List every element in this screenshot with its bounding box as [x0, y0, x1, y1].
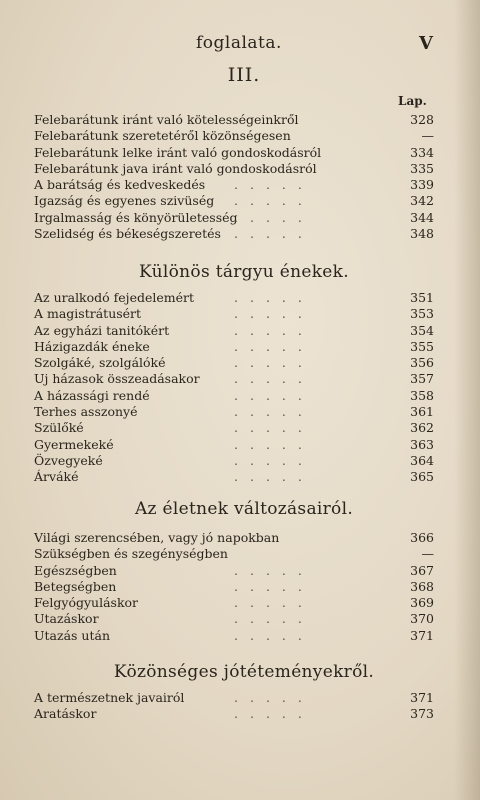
toc-entry-title: A magistrátusért — [34, 306, 142, 322]
toc-entry-title: Szelidség és békeségszeretés — [34, 226, 221, 242]
toc-entry-title: Betegségben — [34, 578, 117, 594]
toc-entry — [34, 323, 434, 339]
leader-dots: ..... — [234, 611, 314, 627]
toc-entry-title: Az uralkodó fejedelemért — [34, 290, 195, 305]
running-title: foglalata. — [196, 33, 282, 53]
toc-entry-page: 335 — [410, 160, 434, 176]
toc-entry-page: 361 — [410, 404, 434, 420]
toc-entry — [34, 706, 434, 722]
running-header — [0, 33, 480, 59]
toc-entry — [34, 112, 434, 128]
leader-dots: ..... — [234, 452, 314, 468]
toc-entry — [34, 177, 434, 193]
toc-entry-title: A természetnek javairól — [34, 690, 185, 705]
leader-dots: ..... — [234, 177, 314, 193]
toc-entry-title: Aratáskor — [34, 706, 97, 722]
toc-entry-page: 342 — [410, 193, 434, 209]
toc-entry-page: 371 — [410, 690, 434, 705]
toc-entry-title: Terhes asszonyé — [34, 404, 138, 420]
leader-dots: ..... — [234, 690, 314, 705]
toc-entry — [34, 339, 434, 355]
toc-entry-page: 351 — [410, 290, 434, 305]
toc-entry — [34, 193, 434, 209]
toc-entry-page: 328 — [410, 112, 434, 127]
toc-entry — [34, 388, 434, 404]
toc-entry-page: 334 — [410, 144, 434, 160]
toc-entry-page: 339 — [410, 177, 434, 193]
toc-entry-page: 365 — [410, 469, 434, 485]
toc-entry-page: 354 — [410, 322, 434, 338]
toc-entry — [34, 210, 434, 226]
toc-entry-page: 353 — [410, 306, 434, 322]
toc-entry-title: Házigazdák éneke — [34, 338, 150, 354]
toc-entry-page: 368 — [410, 578, 434, 594]
toc-entry-title: Az egyházi tanitókért — [34, 322, 170, 338]
leader-dots: ..... — [234, 562, 314, 578]
toc-entry-title: Irgalmasság és könyörületesség — [34, 209, 238, 225]
toc-entry-page: 358 — [410, 387, 434, 403]
toc-entry — [34, 128, 434, 144]
toc-entry-title: Utazáskor — [34, 611, 99, 627]
toc-entry-title: Utazás után — [34, 627, 111, 643]
toc-section-3 — [34, 690, 434, 723]
page-column-label: Lap. — [398, 94, 427, 108]
section-heading: Az életnek változásairól. — [134, 499, 354, 519]
toc-entry — [34, 306, 434, 322]
toc-entry-page: 363 — [410, 436, 434, 452]
toc-entry-title: Felebarátunk java iránt való gondoskodásról — [34, 160, 317, 176]
toc-entry-title: A házassági rendé — [34, 387, 150, 403]
toc-entry-page: 366 — [410, 530, 434, 545]
leader-dots: ..... — [234, 371, 314, 387]
toc-entry-title: Szolgáké, szolgálóké — [34, 355, 166, 371]
leader-dots: ..... — [234, 595, 314, 611]
toc-entry-title: Felebarátunk szeretetéről közönségesen — [34, 128, 291, 144]
toc-entry — [34, 420, 434, 436]
toc-entry — [34, 161, 434, 177]
toc-entry — [34, 469, 434, 485]
toc-entry-page: 371 — [410, 627, 434, 643]
toc-entry — [34, 404, 434, 420]
toc-entry — [34, 530, 434, 546]
section-heading: Különös tárgyu énekek. — [139, 262, 349, 282]
leader-dots: ..... — [234, 355, 314, 371]
toc-entry — [34, 226, 434, 242]
toc-entry-title: Szükségben és szegénységben — [34, 546, 228, 562]
toc-entry — [34, 628, 434, 644]
leader-dots: ..... — [234, 306, 314, 322]
leader-dots: ..... — [234, 209, 314, 225]
section-numeral: III. — [227, 64, 261, 86]
toc-entry-page: 373 — [410, 706, 434, 722]
toc-entry-page: 369 — [410, 595, 434, 611]
toc-entry-page: 362 — [410, 420, 434, 436]
toc-entry — [34, 145, 434, 161]
toc-entry-title: Felebarátunk iránt való kötelességeinkről — [34, 112, 299, 127]
toc-entry-page: 367 — [410, 562, 434, 578]
leader-dots: ..... — [234, 338, 314, 354]
toc-entry-page: 370 — [410, 611, 434, 627]
leader-dots: ..... — [234, 627, 314, 643]
toc-entry-title: Felgyógyuláskor — [34, 595, 139, 611]
toc-entry-title: Világi szerencsében, vagy jó napokban — [34, 530, 280, 545]
toc-entry-title: A barátság és kedveskedés — [34, 177, 206, 193]
toc-entry-title: Árváké — [34, 469, 79, 485]
toc-entry-title: Igazság és egyenes szivüség — [34, 193, 215, 209]
toc-entry — [34, 437, 434, 453]
leader-dots: ..... — [234, 193, 314, 209]
toc-section-1 — [34, 290, 434, 486]
leader-dots: ..... — [234, 322, 314, 338]
toc-entry-page: 344 — [410, 209, 434, 225]
leader-dots: ..... — [234, 387, 314, 403]
toc-entry-page: 348 — [410, 226, 434, 242]
toc-entry-page: 356 — [410, 355, 434, 371]
leader-dots: ..... — [234, 469, 314, 485]
toc-entry-page: 357 — [410, 371, 434, 387]
leader-dots: ..... — [234, 420, 314, 436]
toc-entry — [34, 546, 434, 562]
toc-entry — [34, 355, 434, 371]
toc-entry — [34, 563, 434, 579]
toc-entry-page: 364 — [410, 452, 434, 468]
leader-dots: ..... — [234, 404, 314, 420]
toc-section-2 — [34, 530, 434, 644]
toc-entry-page: — — [421, 128, 434, 144]
toc-entry-title: Özvegyeké — [34, 452, 103, 468]
leader-dots: ..... — [234, 436, 314, 452]
page-number: V — [419, 33, 433, 54]
toc-entry — [34, 595, 434, 611]
leader-dots: ..... — [234, 578, 314, 594]
section-heading: Közönséges jótéteményekről. — [113, 662, 375, 682]
toc-entry — [34, 579, 434, 595]
leader-dots: ..... — [234, 706, 314, 722]
toc-entry-title: Szülőké — [34, 420, 84, 436]
toc-entry — [34, 453, 434, 469]
toc-entry — [34, 371, 434, 387]
leader-dots: ..... — [234, 290, 314, 305]
toc-entry — [34, 690, 434, 706]
toc-section-0 — [34, 112, 434, 242]
toc-entry-title: Egészségben — [34, 562, 117, 578]
toc-entry-title: Felebarátunk lelke iránt való gondoskodásról — [34, 144, 322, 160]
toc-entry-page: — — [421, 546, 434, 562]
toc-entry — [34, 611, 434, 627]
leader-dots: ..... — [234, 226, 314, 242]
toc-entry-page: 355 — [410, 338, 434, 354]
toc-entry — [34, 290, 434, 306]
toc-entry-title: Gyermekeké — [34, 436, 114, 452]
toc-entry-title: Uj házasok összeadásakor — [34, 371, 200, 387]
